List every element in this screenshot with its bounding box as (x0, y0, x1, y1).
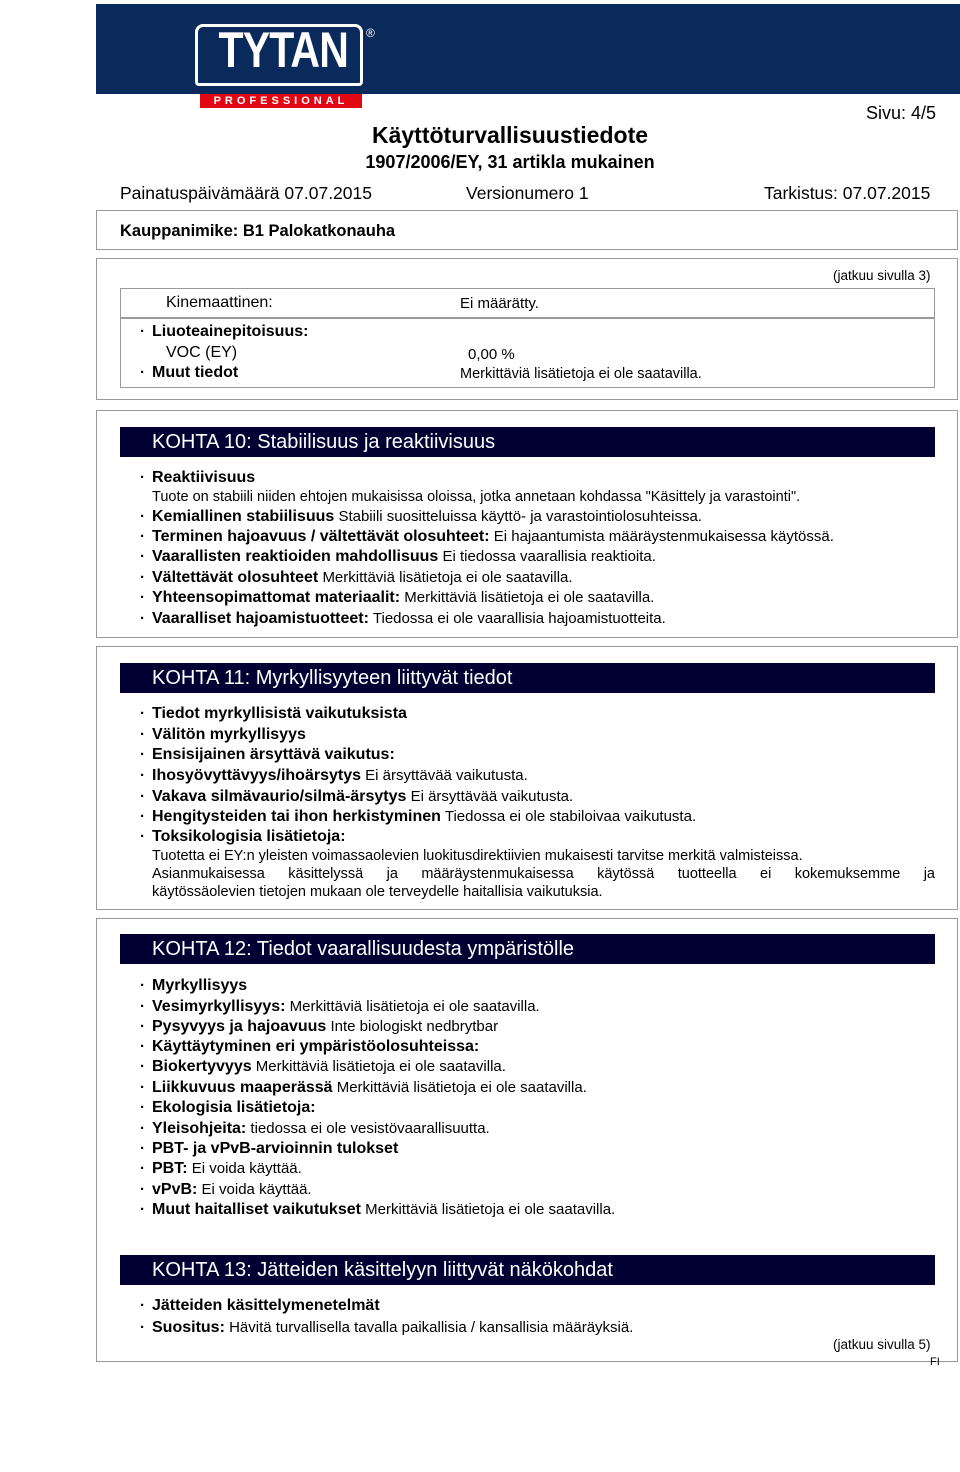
solvent-label: Liuoteainepitoisuus: (152, 323, 309, 340)
toxicity-line: · Myrkyllisyys (140, 977, 248, 994)
trade-name: Kauppanimike: B1 Palokatkonauha (120, 222, 396, 240)
kinematic-value: Ei määrätty. (460, 295, 539, 312)
eye-damage-line: · Vakava silmävaurio/silmä-ärsytys Ei ärsyttävää vaikutusta. (140, 788, 574, 805)
environment-behaviour-line: · Käyttäytyminen eri ympäristöolosuhteissa: (140, 1038, 480, 1055)
ecological-info-line: · Ekologisia lisätietoja: (140, 1099, 316, 1116)
primary-irritant-line: · Ensisijainen ärsyttävä vaikutus: (140, 746, 395, 763)
language-code: FI (930, 1356, 940, 1368)
hazardous-reactions-line: · Vaarallisten reaktioiden mahdollisuus Ei tiedossa vaarallisia reaktioita. (140, 548, 656, 565)
general-notes-line: · Yleisohjeita: tiedossa ei ole vesistövaarallisuutta. (140, 1120, 490, 1137)
bioaccumulation-line: · Biokertyvyys Merkittäviä lisätietoja ei ole saatavilla. (140, 1058, 506, 1075)
section12-title: KOHTA 12: Tiedot vaarallisuudesta ympäristölle (120, 934, 935, 964)
kinematic-label: Kinemaattinen: (166, 294, 273, 311)
brand-logo: TYTAN (218, 22, 349, 78)
soil-mobility-line: · Liikkuvuus maaperässä Merkittäviä lisätietoja ei ole saatavilla. (140, 1079, 587, 1096)
toxicology-text-3: käytössäolevien tietojen mukaan ole terveydelle haitallisia vaikutuksia. (152, 884, 603, 900)
decomposition-products-line: · Vaaralliset hajoamistuotteet: Tiedossa ei ole vaarallisia hajoamistuotteita. (140, 610, 666, 627)
brand-logo-sub: PROFESSIONAL (200, 94, 362, 108)
recommendation-line: · Suositus: Hävitä turvallisella tavalla paikallisia / kansallisia määräyksiä. (140, 1319, 634, 1336)
thermal-decomposition-line: · Terminen hajoavuus / vältettävät olosuhteet: Ei hajaantumista määräystenmukaisessa käytössä. (140, 528, 834, 545)
other-info-line: · Muut tiedot (140, 364, 239, 381)
voc-value: 0,00 % (468, 346, 515, 363)
pbt-vpvb-results-line: · PBT- ja vPvB-arvioinnin tulokset (140, 1140, 399, 1157)
other-info-label: Muut tiedot (152, 364, 239, 381)
waste-methods-line: · Jätteiden käsittelymenetelmät (140, 1297, 380, 1314)
toxicology-info-line: · Toksikologisia lisätietoja: (140, 828, 346, 845)
aquatic-toxicity-line: · Vesimyrkyllisyys: Merkittäviä lisätietoja ei ole saatavilla. (140, 998, 540, 1015)
section11-title: KOHTA 11: Myrkyllisyyteen liittyvät tiedot (120, 663, 935, 693)
conditions-to-avoid-line: · Vältettävät olosuhteet Merkittäviä lisätietoja ei ole saatavilla. (140, 569, 573, 586)
revision-date: Tarkistus: 07.07.2015 (764, 183, 931, 203)
incompatible-materials-line: · Yhteensopimattomat materiaalit: Merkittäviä lisätietoja ei ole saatavilla. (140, 589, 655, 606)
continued-from: (jatkuu sivulla 3) (833, 268, 931, 283)
other-info-value: Merkittäviä lisätietoja ei ole saatavilla. (460, 366, 702, 382)
version-number: Versionumero 1 (466, 183, 589, 203)
skin-irritation-line: · Ihosyövyttävyys/ihoärsytys Ei ärsyttävää vaikutusta. (140, 767, 528, 784)
reactivity-line: · Reaktiivisuus (140, 469, 256, 486)
sensitisation-line: · Hengitysteiden tai ihon herkistyminen Tiedossa ei ole stabiloivaa vaikutusta. (140, 808, 697, 825)
section13-title: KOHTA 13: Jätteiden käsittelyyn liittyvät näkökohdat (120, 1255, 935, 1285)
persistence-line: · Pysyvyys ja hajoavuus Inte biologiskt nedbrytbar (140, 1018, 499, 1035)
reactivity-text: Tuote on stabiili niiden ehtojen mukaisissa oloissa, jotka annetaan kohdassa "Käsittely ja varastointi". (152, 489, 801, 505)
continues-on: (jatkuu sivulla 5) (833, 1337, 931, 1352)
solvent-line: · Liuoteainepitoisuus: (140, 323, 309, 340)
section10-title: KOHTA 10: Stabiilisuus ja reaktiivisuus (120, 427, 935, 457)
document-subtitle: 1907/2006/EY, 31 artikla mukainen (365, 152, 655, 172)
print-date: Painatuspäivämäärä 07.07.2015 (120, 183, 372, 203)
toxicology-text-2: Asianmukaisessa käsittelyssä ja määräystenmukaisessa käytössä tuotteella ei kokemuksemme ja (152, 866, 935, 882)
toxic-effects-line: · Tiedot myrkyllisistä vaikutuksista (140, 705, 407, 722)
page-number: Sivu: 4/5 (866, 103, 937, 123)
chemical-stability-line: · Kemiallinen stabiilisuus Stabiili suositteluissa käyttö- ja varastointiolosuhteissa. (140, 508, 702, 525)
document-title: Käyttöturvallisuustiedote (371, 122, 649, 148)
registered-mark: ® (366, 26, 375, 40)
other-adverse-effects-line: · Muut haitalliset vaikutukset Merkittäviä lisätietoja ei ole saatavilla. (140, 1201, 616, 1218)
voc-label: VOC (EY) (166, 344, 238, 361)
pbt-line: · PBT: Ei voida käyttää. (140, 1160, 302, 1177)
acute-toxicity-line: · Välitön myrkyllisyys (140, 726, 306, 743)
toxicology-text-1: Tuotetta ei EY:n yleisten voimassaolevien luokitusdirektiivien mukaisesti tarvitse merkitä valmisteissa. (152, 848, 803, 864)
vpvb-line: · vPvB: Ei voida käyttää. (140, 1181, 312, 1198)
